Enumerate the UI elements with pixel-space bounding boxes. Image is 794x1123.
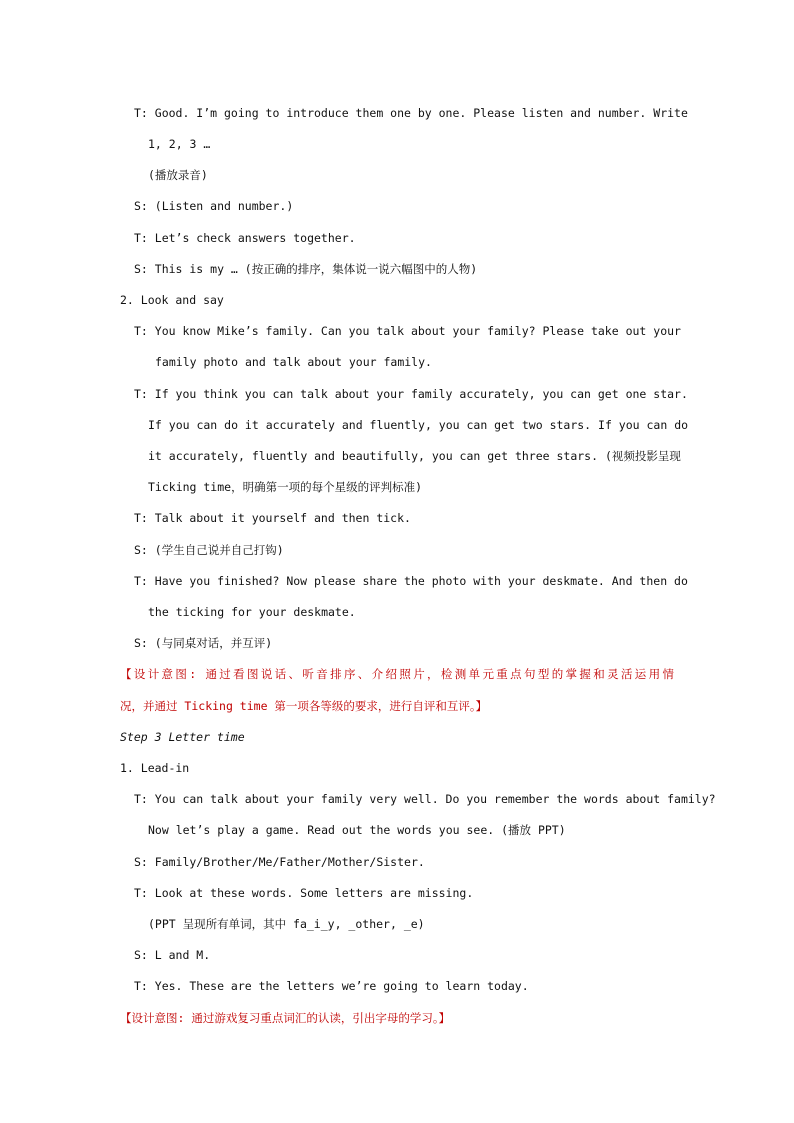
step-heading: Step 3 Letter time — [120, 730, 245, 744]
dialogue-line: the ticking for your deskmate. — [148, 605, 356, 619]
section-heading: 2. Look and say — [120, 293, 224, 307]
dialogue-line: Now let’s play a game. Read out the words you see. (播放 PPT) — [148, 823, 566, 837]
dialogue-line: S: This is my … (按正确的排序，集体说一说六幅图中的人物) — [134, 262, 478, 276]
dialogue-line: S: (Listen and number.) — [134, 199, 294, 213]
design-intent-note: 【设计意图: 通过看图说话、听音排序、介绍照片，检测单元重点句型的掌握和灵活运用情 — [120, 667, 674, 681]
dialogue-line: (PPT 呈现所有单词，其中 fa_i_y, _other, _e) — [148, 917, 425, 931]
dialogue-line: (播放录音) — [148, 168, 208, 182]
dialogue-line: S: Family/Brother/Me/Father/Mother/Sister. — [134, 855, 425, 869]
dialogue-line: T: Talk about it yourself and then tick. — [134, 511, 411, 525]
design-intent-note: 况，并通过 Ticking time 第一项各等级的要求，进行自评和互评。】 — [120, 699, 488, 713]
dialogue-line: T: You know Mike’s family. Can you talk about your family? Please take out your — [134, 324, 681, 338]
dialogue-line: Ticking time，明确第一项的每个星级的评判标准) — [148, 480, 423, 494]
dialogue-line: T: Good. I’m going to introduce them one by one. Please listen and number. Write — [134, 106, 688, 120]
design-intent-note: 【设计意图: 通过游戏复习重点词汇的认读，引出字母的学习。】 — [120, 1011, 451, 1025]
dialogue-line: T: Have you finished? Now please share the photo with your deskmate. And then do — [134, 574, 688, 588]
dialogue-line: S: (与同桌对话，并互评) — [134, 636, 273, 650]
section-heading: 1. Lead-in — [120, 761, 190, 775]
dialogue-line: T: If you think you can talk about your family accurately, you can get one star. — [134, 387, 688, 401]
dialogue-line: it accurately, fluently and beautifully, you can get three stars. (视频投影呈现 — [148, 449, 681, 463]
dialogue-line: T: Yes. These are the letters we’re going to learn today. — [134, 979, 529, 993]
dialogue-line: T: Let’s check answers together. — [134, 231, 356, 245]
dialogue-line: If you can do it accurately and fluently, you can get two stars. If you can do — [148, 418, 689, 432]
dialogue-line: S: (学生自己说并自己打钩) — [134, 543, 284, 557]
dialogue-line: S: L and M. — [134, 948, 211, 962]
dialogue-line: family photo and talk about your family. — [155, 355, 432, 369]
dialogue-line: T: You can talk about your family very well. Do you remember the words about family? — [134, 792, 716, 806]
dialogue-line: 1, 2, 3 … — [148, 137, 211, 151]
dialogue-line: T: Look at these words. Some letters are missing. — [134, 886, 474, 900]
